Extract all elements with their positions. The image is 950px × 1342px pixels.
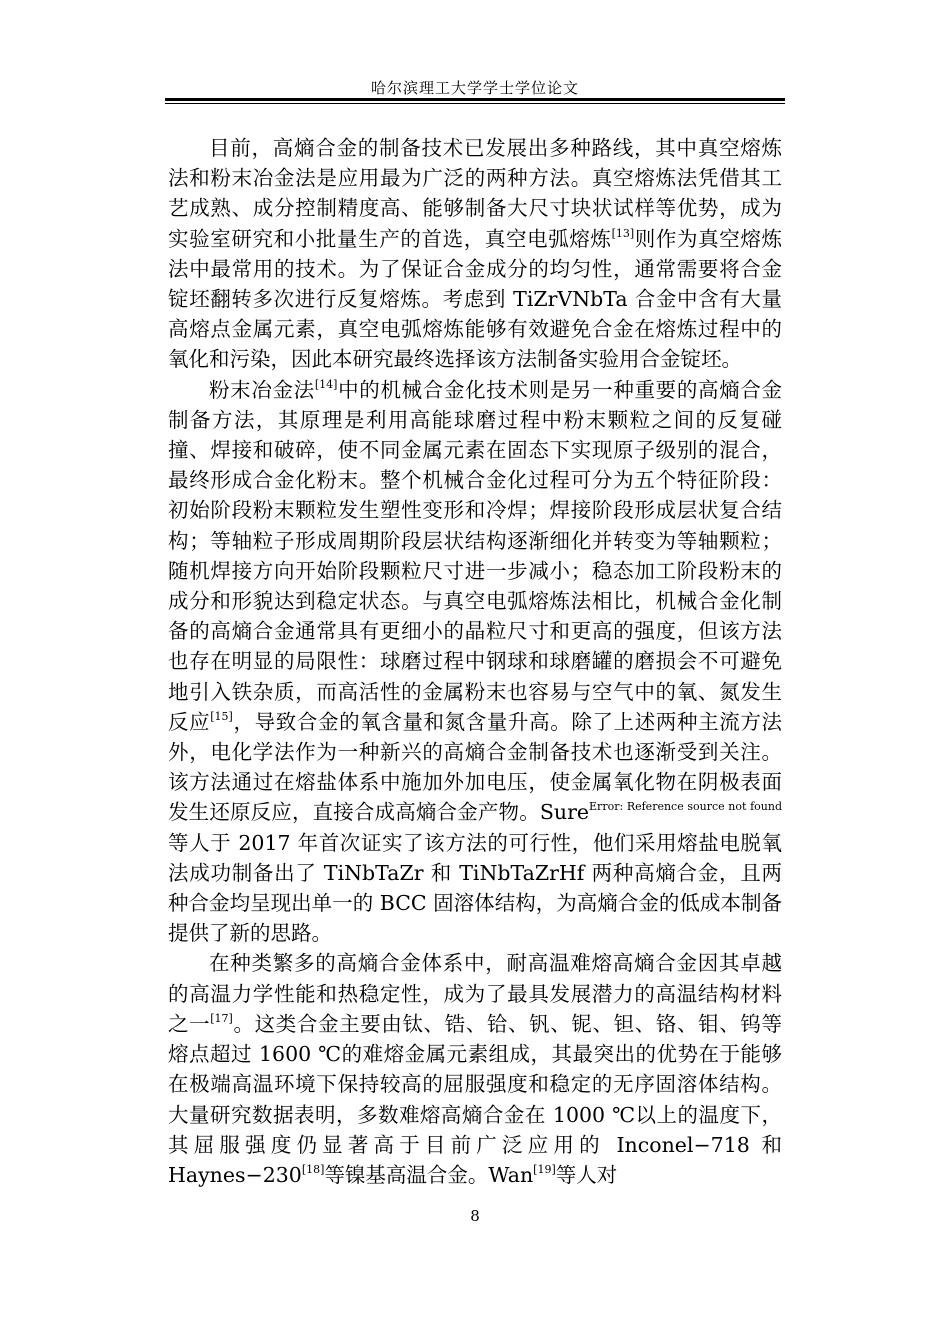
citation-reference: [14] [314, 377, 338, 391]
page-number: 8 [470, 1207, 480, 1225]
paragraph [168, 948, 782, 1190]
paragraph-text: 中的机械合金化技术则是另一种重要的高熵合金制备方法，其原理是利用高能球磨过程中粉末颗粒之间的反复碰撞、焊接和破碎，使不同金属元素在固态下实现原子级别的混合，最终形成合金化粉末。整个机械合金化过程可分为五个特征阶段：初始阶段粉末颗粒发生塑性变形和冷焊；焊接阶段形成层状复合结构；等轴粒子形成周期阶段层状结构逐渐细化并转变为等轴颗粒；随机焊接方向开始阶段颗粒尺寸进一步减小；稳态加工阶段粉末的成分和形貌达到稳定状态。与真空电弧熔炼法相比，机械合金化制备的高熵合金通常具有更细小的晶粒尺寸和更高的强度，但该方法也存在明显的局限性：球磨过程中钢球和球磨罐的磨损会不可避免地引入铁杂质，而高活性的金属粉末也容易与空气中的氧、氮发生反应 [168, 377, 783, 734]
paragraph-text: 在种类繁多的高熵合金体系中，耐高温难熔高熵合金因其卓越的高温力学性能和热稳定性，成为了最具发展潜力的高温结构材料之一 [168, 951, 782, 1036]
paragraph-text: 则作为真空熔炼法中最常用的技术。为了保证合金成分的均匀性，通常需要将合金锭坯翻转多次进行反复熔炼。考虑到 TiZrVNbTa 合金中含有大量高熔点金属元素，真空电弧熔炼能够有效避免合金在熔炼过程中的氧化和污染，因此本研究最终选择该方法制备实验用合金锭坯。 [168, 226, 783, 372]
citation-reference: Error: Reference source not found [589, 800, 782, 814]
running-header: 哈尔滨理工大学学士学位论文 [370, 79, 579, 97]
paragraph-text: 等人对 [555, 1162, 618, 1187]
citation-reference: [17] [210, 1011, 233, 1025]
citation-reference: [18] [301, 1162, 325, 1176]
paragraph-text: 等人于 2017 年首次证实了该方法的可行性，他们采用熔盐电脱氧法成功制备出了 TiNbTaZr 和 TiNbTaZrHf 两种高熵合金，且两种合金均呈现出单一的 BCC 固溶体结构，为高熵合金的低成本制备提供了新的思路。 [168, 830, 782, 946]
paragraph-text: 目前，高熵合金的制备技术已发展出多种路线，其中真空熔炼法和粉末冶金法是应用最为广泛的两种方法。真空熔炼法凭借其工艺成熟、成分控制精度高、能够制备大尺寸块状试样等优势，成为实验室研究和小批量生产的首选，真空电弧熔炼 [168, 136, 782, 251]
paragraph-text: 粉末冶金法 [209, 377, 315, 402]
paragraph-text: 。这类合金主要由钛、锆、铪、钒、铌、钽、铬、钼、钨等熔点超过 1600 ℃的难熔金属元素组成，其最突出的优势在于能够在极端高温环境下保持较高的屈服强度和稳定的无序固溶体结构。大量研究数据表明，多数难熔高熵合金在 1000 ℃以上的温度下，其屈服强度仍显著高于目前广泛应用的 Inconel−718 和 Haynes−230 [168, 1011, 783, 1187]
paragraph-text: ，导致合金的氧含量和氮含量升高。除了上述两种主流方法外，电化学法作为一种新兴的高熵合金制备技术也逐渐受到关注。该方法通过在熔盐体系中施加外加电压，使金属氧化物在阴极表面发生还原反应，直接合成高熵合金产物。Sure [168, 709, 783, 825]
paragraph [168, 375, 782, 949]
header-rule-thick [165, 98, 785, 101]
body-text [168, 133, 782, 1190]
citation-reference: [13] [611, 226, 635, 240]
paragraph [168, 133, 782, 375]
header-rule-thin [165, 103, 785, 104]
paragraph-text: 等镍基高温合金。Wan [324, 1162, 534, 1187]
citation-reference: [19] [533, 1162, 556, 1176]
citation-reference: [15] [210, 709, 233, 723]
